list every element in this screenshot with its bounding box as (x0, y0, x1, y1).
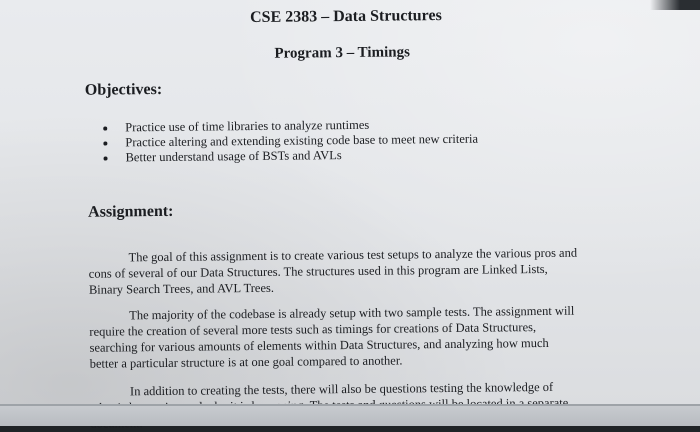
objective-text: Practice altering and extending existing code base to meet new criteria (125, 131, 479, 150)
paragraph-line: Binary Search Trees, and AVL Trees. (88, 280, 275, 297)
bullet-icon (103, 127, 107, 131)
assignment-paragraph (89, 244, 589, 297)
bullet-icon (103, 142, 107, 146)
paragraph-line: searching for various amounts of elements within Data Structures, and analyzing how much (89, 335, 549, 355)
paragraph-line: cons of several of our Data Structures. The structures used in this program are Linked Lists, (88, 261, 548, 281)
objective-item (101, 147, 478, 166)
monitor-bezel-bottom (0, 404, 700, 426)
paragraph-line: The goal of this assignment is to create various test setups to analyze the various pros and (128, 245, 578, 264)
paragraph-line: better a particular structure is at one goal compared to another. (89, 352, 403, 371)
paragraph-line: In addition to creating the tests, there will also be questions testing the knowledge of (129, 379, 554, 398)
monitor-bezel-top (650, 0, 700, 10)
objectives-heading: Objectives: (84, 80, 163, 99)
course-title: CSE 2383 – Data Structures (249, 7, 442, 27)
assignment-paragraph (89, 302, 590, 371)
paragraph-line: The majority of the codebase is already setup with two sample tests. The assignment will (129, 303, 575, 322)
program-title: Program 3 – Timings (274, 44, 410, 62)
paragraph-line: require the creation of several more tests such as timings for creations of Data Structures, (89, 319, 537, 339)
assignment-heading: Assignment: (88, 202, 174, 221)
bullet-icon (104, 157, 108, 161)
objective-text: Practice use of time libraries to analyze runtimes (125, 117, 370, 135)
objectives-list (101, 117, 478, 166)
objective-text: Better understand usage of BSTs and AVLs (125, 148, 342, 165)
